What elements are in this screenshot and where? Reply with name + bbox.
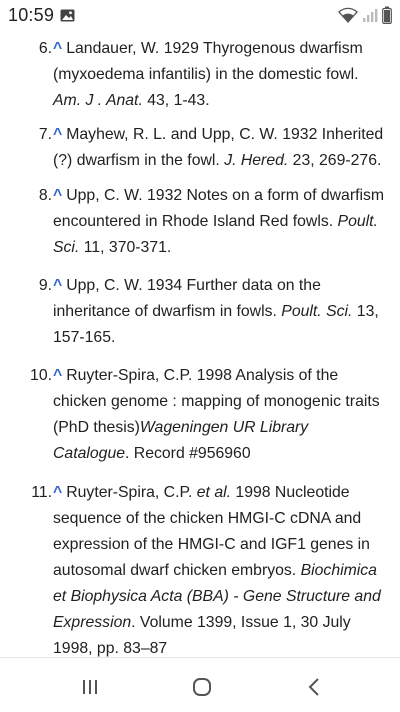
reference-tail: 43, 1-43. <box>147 92 210 109</box>
reference-text: Mayhew, R. L. and Upp, C. W. 1932 Inherited (?) dwarfism in the fowl. <box>53 126 384 169</box>
reference-text: 1998 Nucleotide sequence of the chicken HMGI-C cDNA and expression of the HMGI-C and IGF1 genes in autosomal dwarf chicken embryos. <box>53 484 370 579</box>
reference-tail: . Record #956960 <box>125 445 251 462</box>
backlink-caret[interactable]: ^ <box>53 277 63 294</box>
journal-name: Poult. Sci. <box>281 303 353 320</box>
wifi-icon <box>338 7 358 23</box>
reference-tail: . Volume 1399, Issue 1, 30 July 1998, pp. 83–87 <box>53 614 351 657</box>
journal-name: Wageningen UR Library Catalogue <box>53 419 309 462</box>
status-time: 10:59 <box>8 5 55 25</box>
backlink-caret[interactable]: ^ <box>53 484 63 501</box>
reference-number: 8. <box>38 187 52 204</box>
signal-icon <box>362 7 378 23</box>
navigation-bar <box>0 658 400 712</box>
home-icon <box>192 677 212 697</box>
reference-authors: Ruyter-Spira, C.P. <box>66 484 193 501</box>
reference-number: 9. <box>38 277 52 294</box>
reference-tail: 23, 269-276. <box>292 152 382 169</box>
journal-name: Poult. Sci. <box>53 213 378 256</box>
battery-icon <box>382 6 392 24</box>
reference-text: Upp, C. W. 1932 Notes on a form of dwarfism encountered in Rhode Island Red fowls. <box>53 187 385 230</box>
reference-text: Upp, C. W. 1934 Further data on the inheritance of dwarfism in fowls. <box>53 277 321 320</box>
references-list <box>0 32 400 658</box>
backlink-caret[interactable]: ^ <box>53 126 63 143</box>
reference-number: 6. <box>38 40 52 57</box>
journal-name: Biochimica et Biophysica Acta (BBA) - Gene Structure and Expression <box>53 562 381 631</box>
reference-number: 7. <box>38 126 52 143</box>
status-bar <box>0 0 400 32</box>
journal-name: Am. J . Anat. <box>53 92 143 109</box>
backlink-caret[interactable]: ^ <box>53 367 63 384</box>
reference-number: 11. <box>31 484 52 501</box>
back-icon <box>307 677 321 697</box>
recent-apps-icon <box>81 679 99 695</box>
back-button[interactable] <box>294 673 334 701</box>
backlink-caret[interactable]: ^ <box>53 40 63 57</box>
reference-tail: 13, 157-165. <box>53 303 379 346</box>
reference-tail: 11, 370-371. <box>83 239 172 256</box>
backlink-caret[interactable]: ^ <box>53 187 63 204</box>
journal-name: J. Hered. <box>224 152 289 169</box>
reference-text: Ruyter-Spira, C.P. 1998 Analysis of the chicken genome : mapping of monogenic traits (PhD thesis) <box>53 367 380 436</box>
gallery-icon <box>60 9 75 22</box>
reference-text: Landauer, W. 1929 Thyrogenous dwarfism (myxoedema infantilis) in the domestic fowl. <box>53 40 363 83</box>
home-button[interactable] <box>182 673 222 701</box>
et-al: et al. <box>196 484 232 501</box>
recent-apps-button[interactable] <box>70 673 110 701</box>
reference-number: 10. <box>30 367 52 384</box>
